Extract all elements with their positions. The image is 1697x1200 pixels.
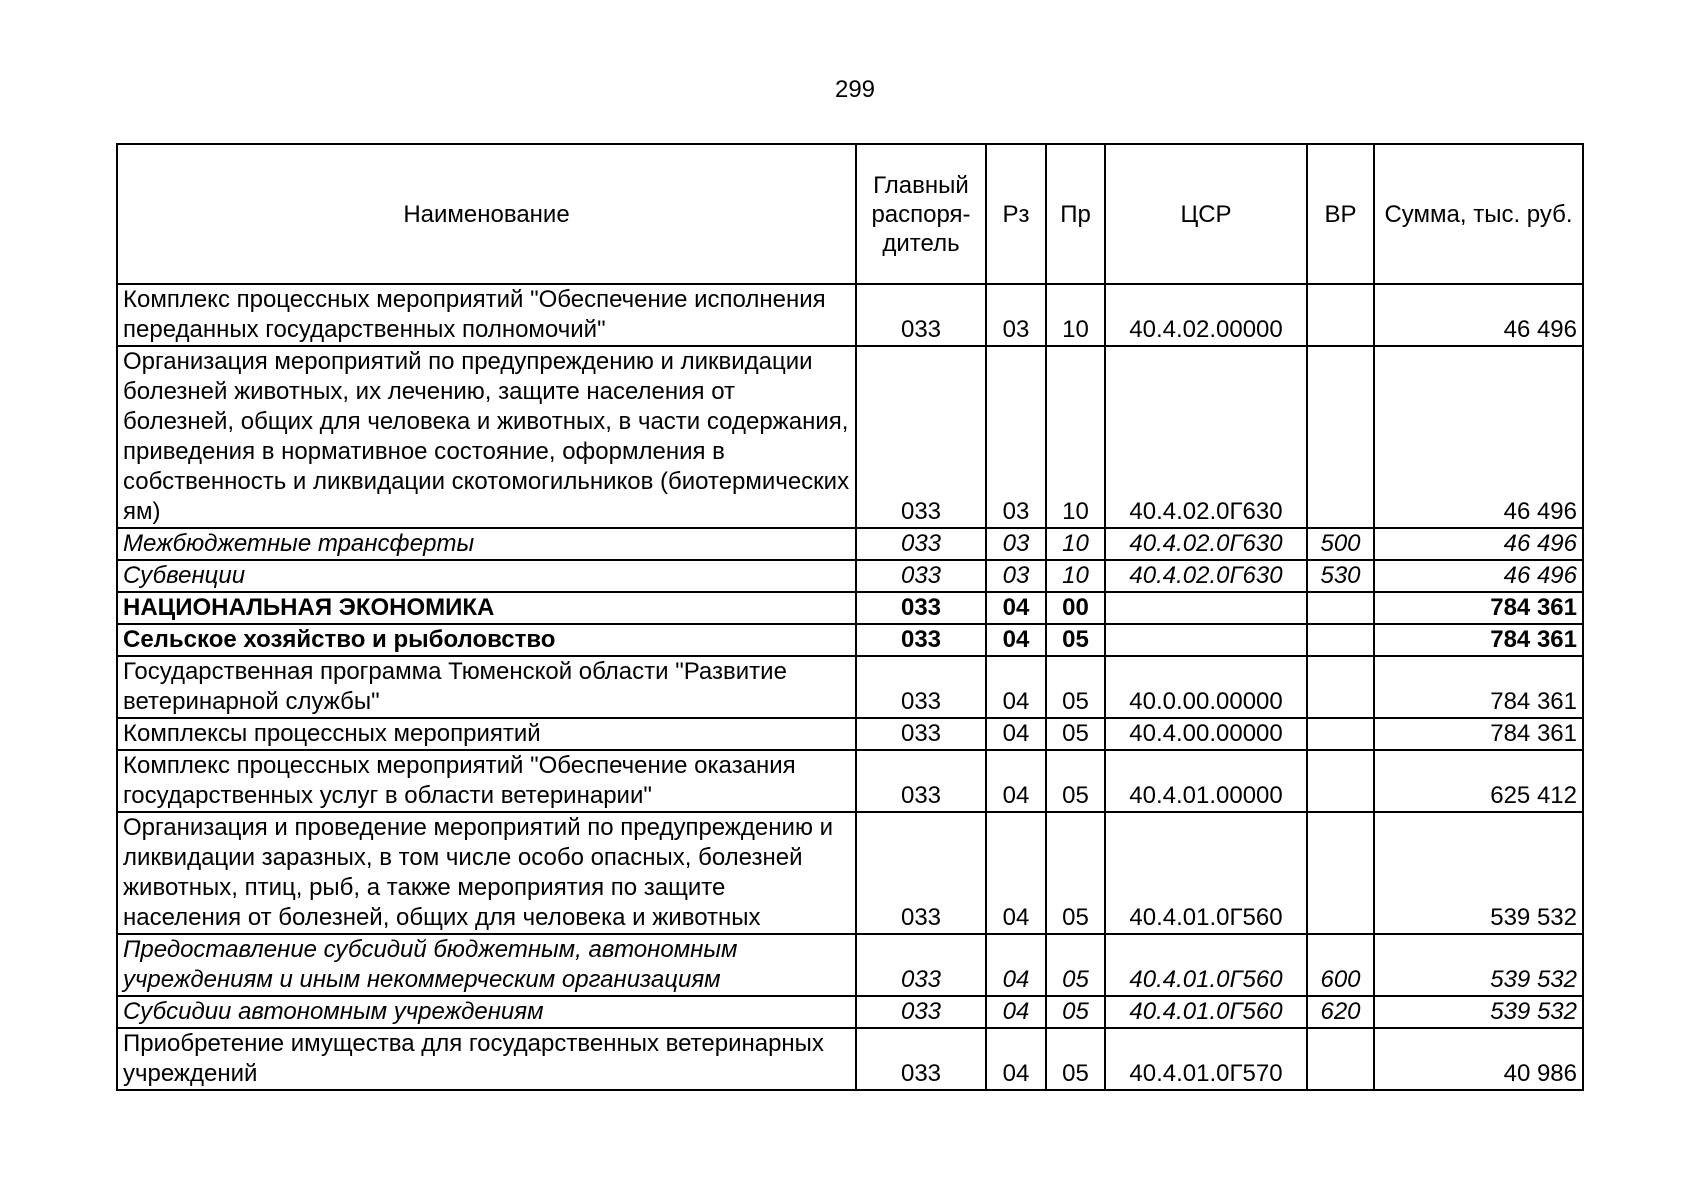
cell-rz: 04	[986, 624, 1046, 656]
cell-rz: 04	[986, 592, 1046, 624]
table-row	[117, 284, 1583, 346]
cell-pr: 05	[1046, 1028, 1105, 1090]
cell-sum: 46 496	[1374, 560, 1583, 592]
cell-sum: 784 361	[1374, 592, 1583, 624]
table-row	[117, 624, 1583, 656]
table-row	[117, 718, 1583, 750]
cell-name: Межбюджетные трансферты	[117, 528, 856, 560]
cell-pr: 05	[1046, 812, 1105, 934]
table-row	[117, 750, 1583, 812]
header-csr: ЦСР	[1105, 144, 1307, 284]
cell-rz: 03	[986, 528, 1046, 560]
cell-csr: 40.0.00.00000	[1105, 656, 1307, 718]
cell-pr: 10	[1046, 528, 1105, 560]
table-row	[117, 346, 1583, 528]
cell-main-manager: 033	[856, 718, 986, 750]
cell-pr: 05	[1046, 750, 1105, 812]
cell-main-manager: 033	[856, 528, 986, 560]
page-number: 299	[834, 76, 876, 103]
header-vr: ВР	[1307, 144, 1374, 284]
cell-main-manager: 033	[856, 346, 986, 528]
cell-sum: 539 532	[1374, 934, 1583, 996]
cell-main-manager: 033	[856, 624, 986, 656]
cell-main-manager: 033	[856, 592, 986, 624]
cell-name: Сельское хозяйство и рыболовство	[117, 624, 856, 656]
cell-pr: 10	[1046, 560, 1105, 592]
cell-name: Государственная программа Тюменской области "Развитие ветеринарной службы"	[117, 656, 856, 718]
cell-sum: 46 496	[1374, 346, 1583, 528]
cell-name: Комплекс процессных мероприятий "Обеспечение оказания государственных услуг в области ветеринарии"	[117, 750, 856, 812]
cell-sum: 784 361	[1374, 718, 1583, 750]
cell-pr: 05	[1046, 996, 1105, 1028]
cell-main-manager: 033	[856, 996, 986, 1028]
table-row	[117, 812, 1583, 934]
cell-name: Организация мероприятий по предупреждению и ликвидации болезней животных, их лечению, защите населения от болезней, общих для человека и животных, в части содержания, приведения в нормативное состояние, оформления в собственность и ликвидации скотомогильников (биотермических ям)	[117, 346, 856, 528]
cell-csr	[1105, 592, 1307, 624]
cell-csr: 40.4.02.0Г630	[1105, 528, 1307, 560]
cell-main-manager: 033	[856, 1028, 986, 1090]
cell-main-manager: 033	[856, 812, 986, 934]
cell-csr: 40.4.02.00000	[1105, 284, 1307, 346]
cell-pr: 05	[1046, 718, 1105, 750]
cell-pr: 05	[1046, 934, 1105, 996]
table-row	[117, 1028, 1583, 1090]
cell-rz: 04	[986, 718, 1046, 750]
cell-sum: 539 532	[1374, 996, 1583, 1028]
cell-sum: 539 532	[1374, 812, 1583, 934]
cell-csr	[1105, 624, 1307, 656]
table-header-row	[117, 144, 1583, 284]
cell-vr	[1307, 718, 1374, 750]
cell-pr: 05	[1046, 656, 1105, 718]
cell-vr: 600	[1307, 934, 1374, 996]
cell-rz: 04	[986, 812, 1046, 934]
cell-sum: 784 361	[1374, 656, 1583, 718]
cell-rz: 03	[986, 284, 1046, 346]
table-row	[117, 934, 1583, 996]
table-row	[117, 656, 1583, 718]
cell-sum: 40 986	[1374, 1028, 1583, 1090]
cell-vr	[1307, 1028, 1374, 1090]
cell-pr: 00	[1046, 592, 1105, 624]
cell-name: Субвенции	[117, 560, 856, 592]
cell-sum: 46 496	[1374, 284, 1583, 346]
cell-pr: 10	[1046, 346, 1105, 528]
cell-rz: 04	[986, 750, 1046, 812]
cell-rz: 04	[986, 996, 1046, 1028]
cell-main-manager: 033	[856, 284, 986, 346]
table-row	[117, 996, 1583, 1028]
budget-table	[116, 143, 1584, 1091]
cell-vr: 530	[1307, 560, 1374, 592]
cell-vr: 620	[1307, 996, 1374, 1028]
cell-name: Комплекс процессных мероприятий "Обеспечение исполнения переданных государственных полномочий"	[117, 284, 856, 346]
cell-vr	[1307, 346, 1374, 528]
cell-vr	[1307, 812, 1374, 934]
cell-rz: 03	[986, 346, 1046, 528]
cell-rz: 04	[986, 1028, 1046, 1090]
table-row	[117, 592, 1583, 624]
cell-csr: 40.4.01.0Г560	[1105, 812, 1307, 934]
cell-name: Комплексы процессных мероприятий	[117, 718, 856, 750]
cell-csr: 40.4.00.00000	[1105, 718, 1307, 750]
header-rz: Рз	[986, 144, 1046, 284]
cell-csr: 40.4.01.00000	[1105, 750, 1307, 812]
header-name: Наименование	[117, 144, 856, 284]
cell-vr	[1307, 592, 1374, 624]
cell-sum: 46 496	[1374, 528, 1583, 560]
cell-rz: 04	[986, 934, 1046, 996]
cell-pr: 05	[1046, 624, 1105, 656]
cell-vr: 500	[1307, 528, 1374, 560]
cell-csr: 40.4.01.0Г560	[1105, 934, 1307, 996]
cell-vr	[1307, 284, 1374, 346]
cell-sum: 784 361	[1374, 624, 1583, 656]
cell-name: Приобретение имущества для государственных ветеринарных учреждений	[117, 1028, 856, 1090]
header-pr: Пр	[1046, 144, 1105, 284]
cell-rz: 03	[986, 560, 1046, 592]
header-sum: Сумма, тыс. руб.	[1374, 144, 1583, 284]
cell-vr	[1307, 656, 1374, 718]
cell-csr: 40.4.01.0Г560	[1105, 996, 1307, 1028]
cell-main-manager: 033	[856, 560, 986, 592]
cell-csr: 40.4.02.0Г630	[1105, 346, 1307, 528]
cell-csr: 40.4.02.0Г630	[1105, 560, 1307, 592]
header-main-manager: Главный распоря-дитель	[856, 144, 986, 284]
table-row	[117, 528, 1583, 560]
table-row	[117, 560, 1583, 592]
cell-name: Предоставление субсидий бюджетным, автономным учреждениям и иным некоммерческим организациям	[117, 934, 856, 996]
cell-sum: 625 412	[1374, 750, 1583, 812]
cell-main-manager: 033	[856, 934, 986, 996]
cell-main-manager: 033	[856, 656, 986, 718]
cell-csr: 40.4.01.0Г570	[1105, 1028, 1307, 1090]
cell-name: Организация и проведение мероприятий по предупреждению и ликвидации заразных, в том числе особо опасных, болезней животных, птиц, рыб, а также мероприятия по защите населения от болезней, общих для человека и животных	[117, 812, 856, 934]
cell-main-manager: 033	[856, 750, 986, 812]
cell-vr	[1307, 750, 1374, 812]
cell-rz: 04	[986, 656, 1046, 718]
cell-name: Субсидии автономным учреждениям	[117, 996, 856, 1028]
cell-name: НАЦИОНАЛЬНАЯ ЭКОНОМИКА	[117, 592, 856, 624]
cell-pr: 10	[1046, 284, 1105, 346]
cell-vr	[1307, 624, 1374, 656]
